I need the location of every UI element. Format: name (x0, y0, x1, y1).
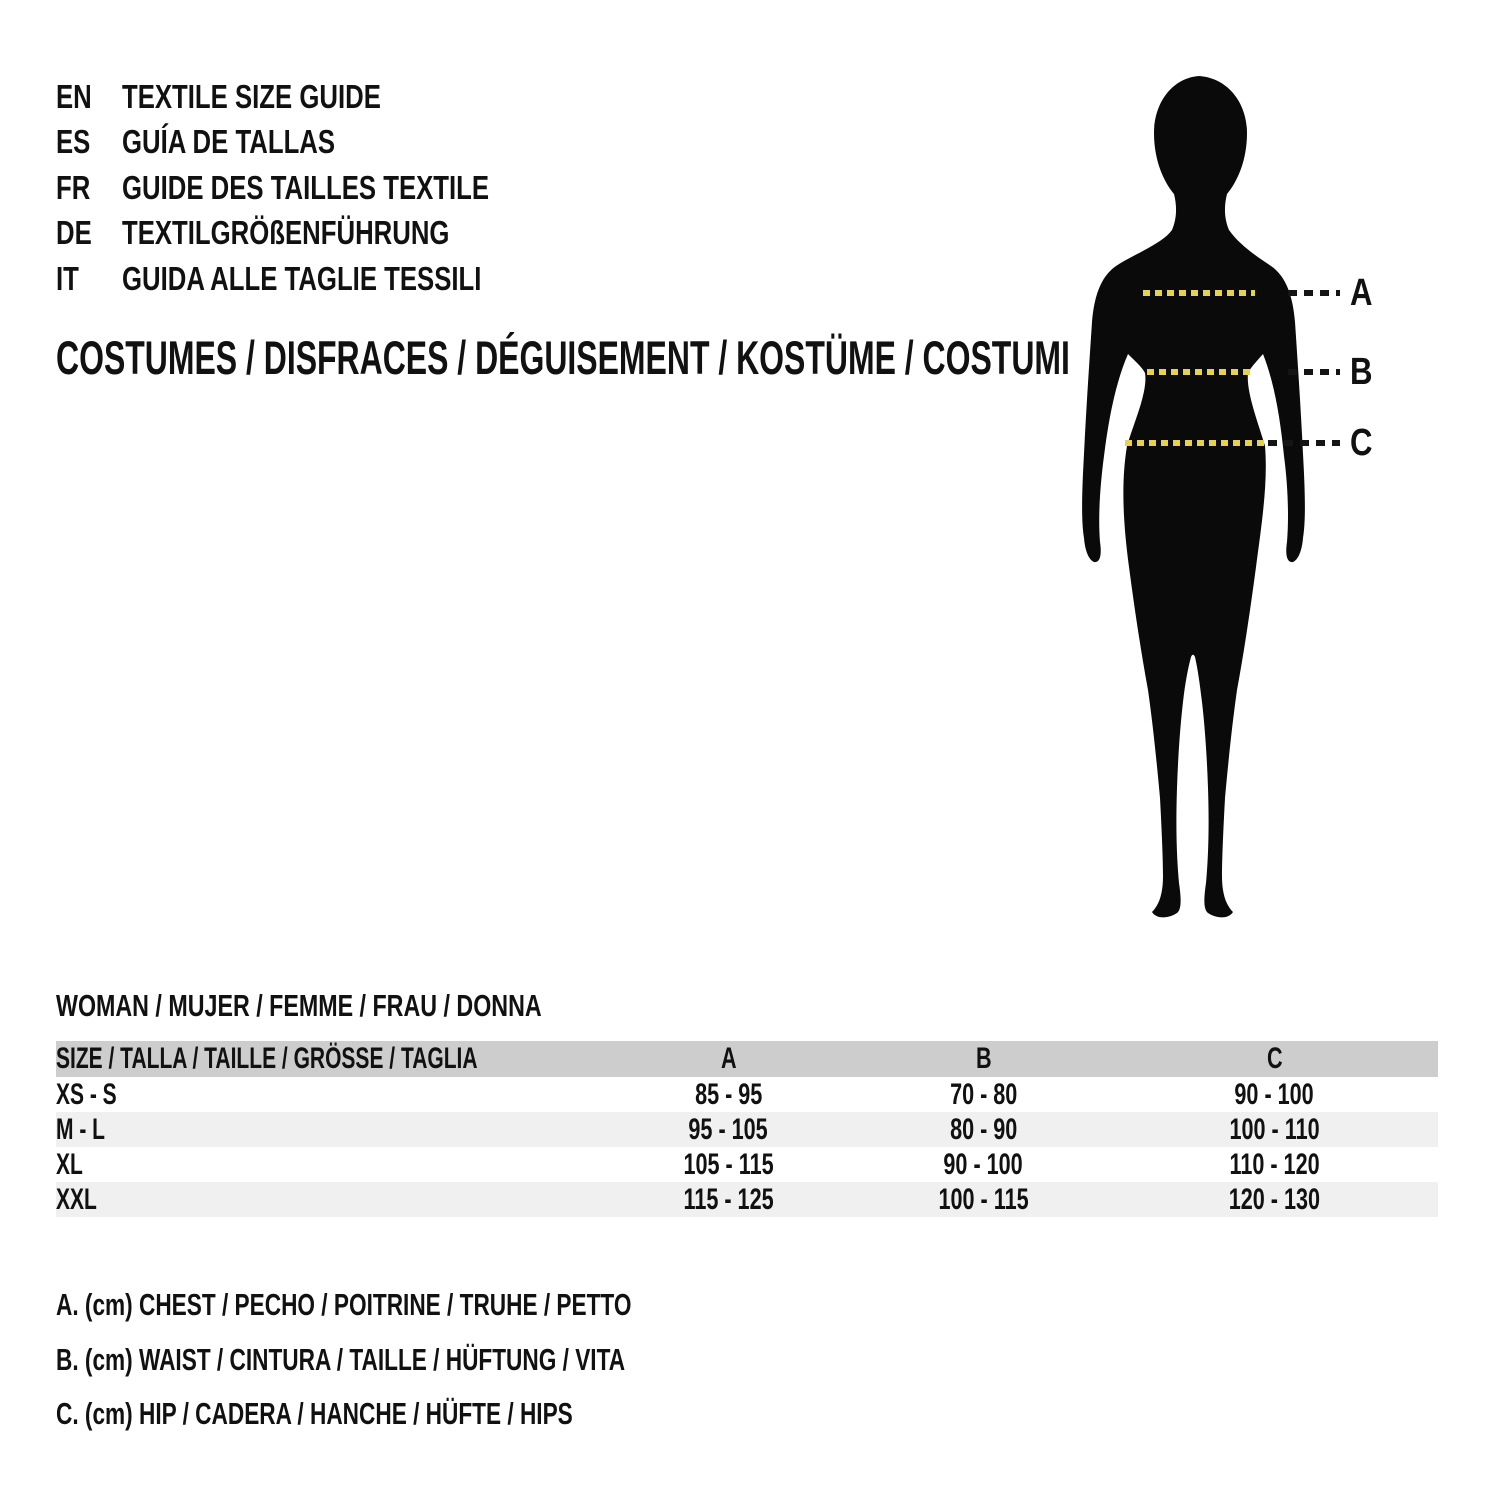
language-code: FR (56, 168, 91, 206)
table-row (56, 1112, 1438, 1147)
table-row (56, 1182, 1438, 1217)
column-header-c: C (1266, 1042, 1283, 1075)
table-header-row (56, 1041, 1438, 1077)
language-title: TEXTILGRÖßENFÜHRUNG (122, 214, 450, 252)
value-cell: 90 - 100 (943, 1147, 1024, 1181)
category-line: COSTUMES / DISFRACES / DÉGUISEMENT / KOSTÜME / COSTUMI (56, 331, 1070, 384)
language-row (56, 211, 593, 257)
size-figure (1062, 70, 1501, 950)
language-code: IT (56, 259, 79, 297)
woman-silhouette-icon (1062, 70, 1501, 950)
column-header-b: B (975, 1042, 992, 1075)
language-code: EN (56, 77, 92, 115)
measure-label-chest: A (1350, 272, 1373, 314)
value-cell: 105 - 115 (683, 1147, 774, 1181)
size-table-container (56, 1041, 1438, 1217)
legend-chest: A. (cm) CHEST / PECHO / POITRINE / TRUHE / PETTO (56, 1287, 632, 1322)
value-cell: 100 - 115 (938, 1182, 1029, 1216)
section-title-woman: WOMAN / MUJER / FEMME / FRAU / DONNA (56, 988, 542, 1023)
language-title: GUÍA DE TALLAS (122, 123, 336, 161)
language-title: TEXTILE SIZE GUIDE (122, 77, 381, 115)
value-cell: 120 - 130 (1228, 1182, 1321, 1216)
language-row (56, 74, 593, 120)
size-cell: XXL (56, 1182, 97, 1216)
value-cell: 115 - 125 (683, 1182, 774, 1216)
measure-label-waist: B (1350, 351, 1373, 393)
value-cell: 85 - 95 (694, 1077, 763, 1111)
column-header-a: A (720, 1042, 737, 1075)
table-row (56, 1077, 1438, 1112)
language-row (56, 120, 593, 166)
language-title: GUIDE DES TAILLES TEXTILE (122, 168, 490, 206)
size-table (56, 1041, 1438, 1217)
column-header-size: SIZE / TALLA / TAILLE / GRÖSSE / TAGLIA (56, 1042, 478, 1075)
size-cell: XL (56, 1147, 83, 1181)
language-title: GUIDA ALLE TAGLIE TESSILI (122, 259, 482, 297)
value-cell: 90 - 100 (1234, 1077, 1315, 1111)
language-code: ES (56, 123, 91, 161)
measure-label-hip: C (1350, 422, 1373, 464)
value-cell: 80 - 90 (949, 1112, 1018, 1146)
language-list (56, 74, 593, 302)
size-cell: XS - S (56, 1077, 117, 1111)
table-row (56, 1147, 1438, 1182)
value-cell: 70 - 80 (949, 1077, 1018, 1111)
value-cell: 100 - 110 (1229, 1112, 1320, 1146)
language-row (56, 256, 593, 302)
language-row (56, 165, 593, 211)
language-code: DE (56, 214, 92, 252)
value-cell: 110 - 120 (1229, 1147, 1320, 1181)
size-cell: M - L (56, 1112, 105, 1146)
value-cell: 95 - 105 (688, 1112, 769, 1146)
legend-waist: B. (cm) WAIST / CINTURA / TAILLE / HÜFTUNG / VITA (56, 1342, 626, 1377)
legend-hip: C. (cm) HIP / CADERA / HANCHE / HÜFTE / HIPS (56, 1396, 573, 1431)
